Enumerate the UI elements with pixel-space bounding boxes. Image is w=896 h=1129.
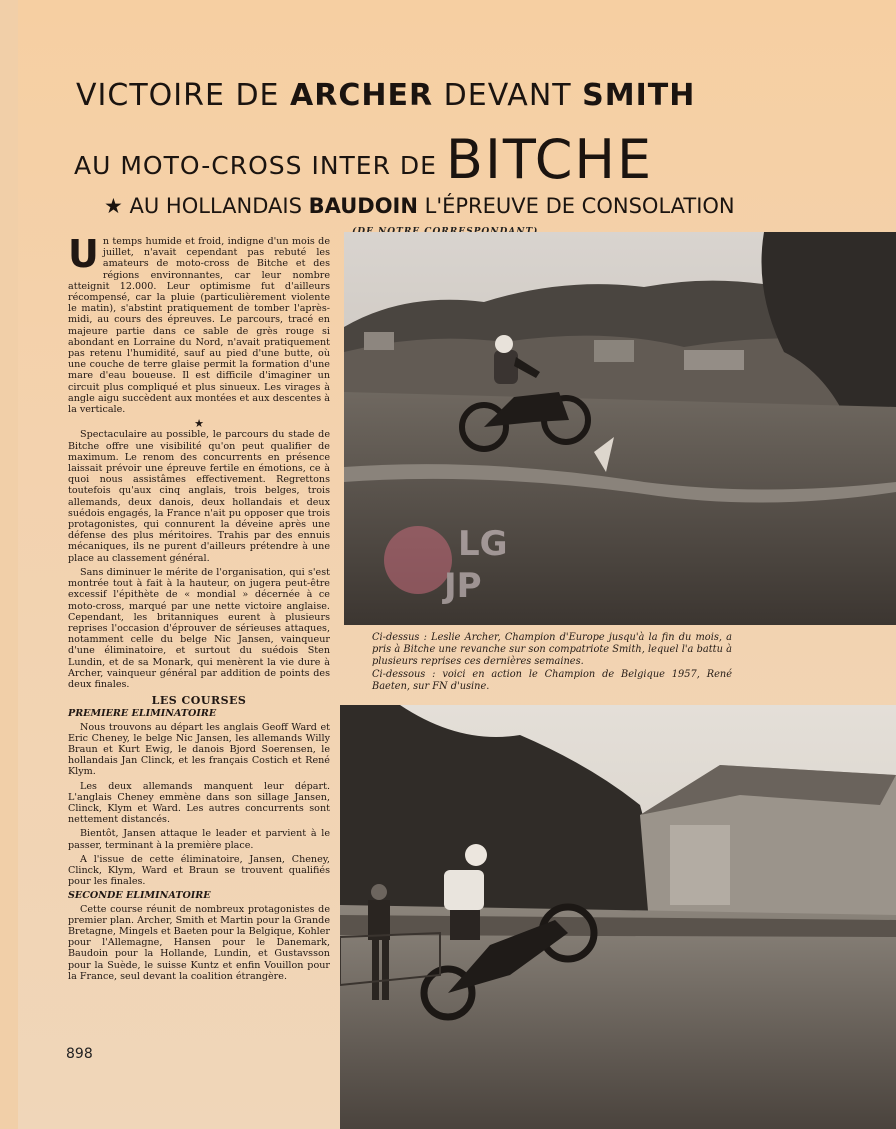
photo-caption [372, 632, 732, 693]
watermark-logo [378, 515, 523, 605]
drop-cap: U [68, 232, 99, 276]
headline-line-1 [76, 78, 695, 113]
headline-line-2 [74, 128, 653, 191]
caption-above: Ci-dessus : Leslie Archer, Champion d'Europe jusqu'à la fin du mois, a pris à Bitche une revanche sur son compatriote Smith, lequel l'a battu à plusieurs reprises ces dernières semaines. [372, 632, 732, 667]
article-column [68, 232, 330, 985]
caption-below: Ci-dessous : voici en action le Champion de Belgique 1957, René Baeten, sur FN d'usine. [372, 669, 732, 692]
paragraph-1-text: n temps humide et froid, indigne d'un mois de juillet, n'avait cependant pas rebuté les amateurs de moto-cross de Bitche et des régions environnantes, car leur nombre atteignit 12.000. Leur optimisme fut d'ailleurs récompensé, car la pluie (particulièrement violente le matin), s'abstint pratiquement de tomber l'après-midi, au cours des épreuves. Le parcours, tracé en majeure partie dans ce sable de grès rouge si abondant en Lorraine du Nord, n'avait pratiquement pas retenu l'humidité, sauf au pied d'une butte, où une couche de terre glaise permit la formation d'une mare d'eau boueuse. Il est difficile d'imaginer un circuit plus compliqué et plus sinueux. Les virages à angle aigu succèdent aux montées et aux descentes à la verticale. [68, 236, 330, 416]
paragraph-5: Les deux allemands manquent leur départ. L'anglais Cheney emmène dans son sillage Jansen, Clinck, Klym et Ward. Les autres concurrents sont nettement distancés. [68, 780, 330, 826]
headline-town: BITCHE [445, 128, 654, 191]
headline-prefix: VICTOIRE DE [76, 78, 280, 113]
separator-star-icon: ★ [194, 417, 204, 431]
subhead-suffix: L'ÉPREUVE DE CONSOLATION [424, 194, 735, 218]
subhead-prefix: AU HOLLANDAIS [129, 194, 302, 218]
page-edge [0, 0, 18, 1129]
subheading-second: SECONDE ELIMINATOIRE [68, 890, 211, 902]
headline-archer: ARCHER [290, 78, 434, 113]
watermark-top: LG [458, 524, 508, 564]
watermark-bottom: JP [444, 566, 482, 605]
subheading-first: PREMIERE ELIMINATOIRE [68, 708, 217, 720]
paragraph-8: Cette course réunit de nombreux protagonistes de premier plan. Archer, Smith et Martin pour la Grande Bretagne, Mingels et Baeten pour la Belgique, Kohler pour l'Allemagne, Hansen pour le Danemark, Baudoin pour la Hollande, Lundin, et Gustavsson pour la Suède, le suisse Kuntz et enfin Vouillon pour la France, seul devant la coalition étrangère. [68, 903, 330, 982]
paragraph-3: Sans diminuer le mérite de l'organisation, qui s'est montrée tout à fait à la hauteur, on jugera peut-être excessif l'épithète de « mondial » décernée à ce moto-cross, marqué par une nette victoire anglaise. Cependant, les britanniques eurent à plusieurs reprises l'occasion d'éprouver de sérieuses attaques, notamment celle du belge Nic Jansen, vainqueur d'une éliminatoire, et surtout du suédois Sten Lundin, et de sa Monark, qui menèrent la vie dure à Archer, vainqueur général par addition de points des deux finales. [68, 566, 330, 690]
paragraph-4: Nous trouvons au départ les anglais Geoff Ward et Eric Cheney, le belge Nic Jansen, les allemands Willy Braun et Kurt Ewig, le danois Bjord Soerensen, le hollandais Jan Clinck, et les français Costich et René Klym. [68, 721, 330, 778]
headline-smith: SMITH [582, 78, 696, 113]
paragraph-6: Bientôt, Jansen attaque le leader et parvient à le passer, terminant à la première place. [68, 828, 330, 851]
headline-middle: DEVANT [443, 78, 572, 113]
photo-baeten-action [340, 705, 896, 1129]
headline-event: AU MOTO-CROSS INTER DE [74, 151, 437, 180]
page-number: 898 [66, 1046, 93, 1062]
star-icon: ★ [104, 194, 123, 218]
paragraph-1 [68, 232, 330, 416]
subhead-baudoin: BAUDOIN [308, 194, 418, 218]
headline-line-3 [104, 194, 735, 218]
section-heading: LES COURSES [151, 694, 247, 708]
paragraph-7: A l'issue de cette éliminatoire, Jansen, Cheney, Clinck, Klym, Ward et Braun se trouvent qualifiés pour les finales. [68, 853, 330, 888]
paragraph-2: Spectaculaire au possible, le parcours du stade de Bitche offre une visibilité qu'on peut qualifier de maximum. Le renom des concurrents en présence laissait prévoir une épreuve fertile en émotions, ce à quoi nous assistâmes effectivement. Regrettons toutefois qu'aux cinq anglais, trois belges, trois allemands, deux danois, deux hollandais et deux suédois engagés, la France n'ait pu opposer que trois protagonistes, qui connurent la déveine après une défense des plus méritoires. Trahis par des ennuis mécaniques, ils ne purent d'ailleurs prétendre à une place au classement général. [68, 429, 330, 564]
